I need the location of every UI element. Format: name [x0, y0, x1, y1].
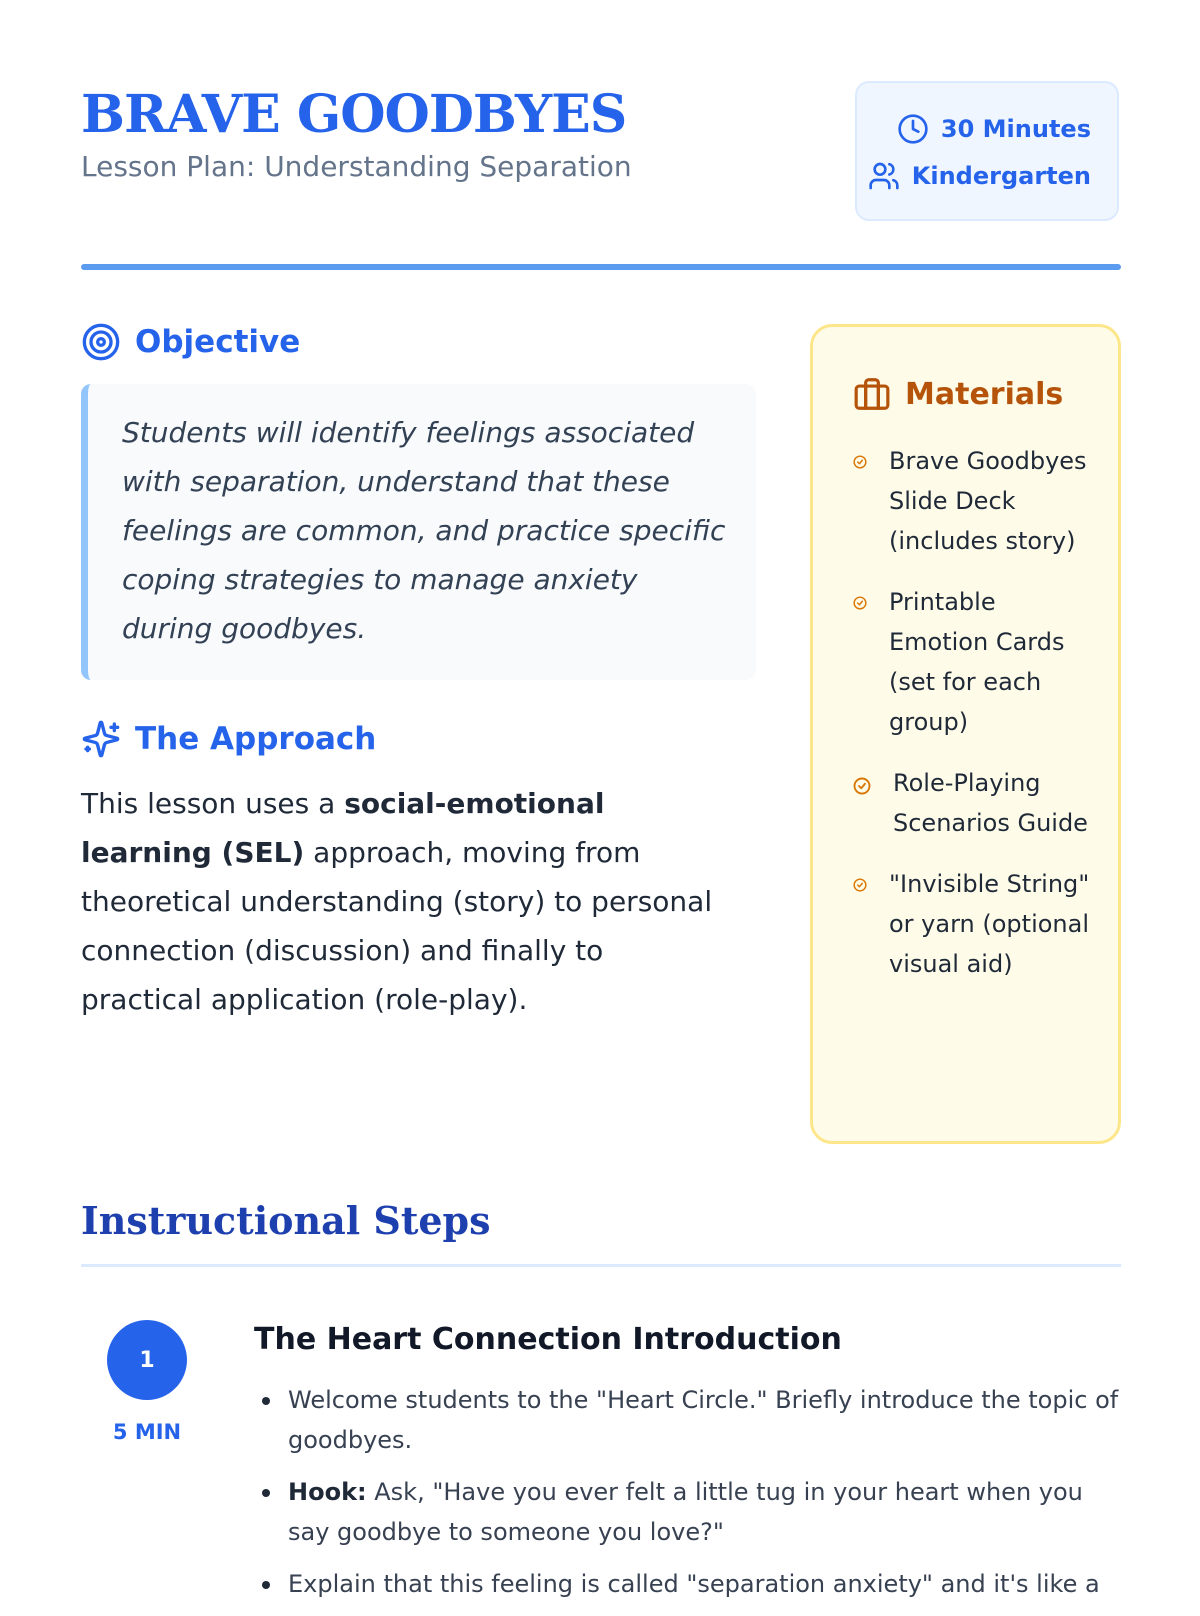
- duration-text: 30 Minutes: [940, 115, 1091, 143]
- materials-heading: [853, 375, 1063, 413]
- material-text: Printable Emotion Cards (set for each group): [889, 588, 1065, 736]
- list-item: [853, 864, 1093, 984]
- material-text: Brave Goodbyes Slide Deck (includes story): [889, 447, 1087, 555]
- list-item: [853, 582, 1093, 742]
- list-item: [853, 441, 1093, 561]
- list-item: [254, 1380, 1121, 1460]
- material-text: Role-Playing Scenarios Guide: [893, 769, 1088, 837]
- list-item: [254, 1472, 1121, 1552]
- step-bullet-text: Explain that this feeling is called "separation anxiety" and it's like a: [288, 1570, 1100, 1598]
- steps-divider: [81, 1264, 1121, 1267]
- step-number-badge: 1: [107, 1320, 187, 1400]
- objective-heading: [81, 322, 300, 362]
- step-bullet-text: Welcome students to the "Heart Circle." Briefly introduce the topic of goodbyes.: [288, 1386, 1119, 1454]
- check-circle-icon: [853, 455, 867, 561]
- duration-badge: [897, 113, 1091, 145]
- lesson-meta-box: [855, 81, 1119, 221]
- page-title: BRAVE GOODBYES: [81, 84, 627, 145]
- check-circle-icon: [853, 878, 867, 984]
- step-bullet-text: Hook: Ask, "Have you ever felt a little tug in your heart when you say goodbye to someone you love?": [288, 1478, 1083, 1546]
- target-icon: [81, 322, 121, 362]
- approach-text-emphasis: social-emotional learning (SEL): [81, 787, 605, 869]
- bullet-dot: [262, 1397, 270, 1405]
- users-icon: [868, 160, 900, 192]
- step-bullets: [254, 1380, 1121, 1616]
- step-duration: 5 MIN: [112, 1420, 182, 1444]
- list-item: [254, 1564, 1121, 1604]
- sparkles-icon: [81, 719, 121, 759]
- page-subtitle: Lesson Plan: Understanding Separation: [81, 150, 632, 183]
- approach-heading: [81, 719, 376, 759]
- briefcase-icon: [853, 375, 891, 413]
- check-circle-icon: [853, 596, 867, 742]
- approach-text-start: This lesson uses a: [81, 787, 345, 820]
- grade-badge: [868, 160, 1091, 192]
- approach-heading-text: The Approach: [135, 721, 377, 757]
- steps-heading: Instructional Steps: [81, 1198, 491, 1243]
- objective-text: Students will identify feelings associated with separation, understand that these feelings are common, and practice specific coping strategies to manage anxiety during goodbyes.: [81, 384, 756, 680]
- check-circle-icon: [853, 777, 871, 843]
- list-item: [853, 763, 1093, 843]
- approach-text: [81, 779, 721, 1024]
- materials-card: [810, 324, 1121, 1144]
- approach-text-end: approach, moving from theoretical understanding (story) to personal connection (discussion) and finally to practical application (role-play).: [81, 836, 713, 1016]
- materials-heading-text: Materials: [905, 376, 1064, 412]
- materials-list: [853, 441, 1093, 1005]
- step-title: The Heart Connection Introduction: [254, 1322, 842, 1357]
- header-divider: [81, 264, 1121, 270]
- material-text: "Invisible String" or yarn (optional visual aid): [889, 870, 1090, 978]
- bullet-dot: [262, 1581, 270, 1589]
- clock-icon: [897, 113, 929, 145]
- grade-text: Kindergarten: [911, 162, 1091, 190]
- objective-heading-text: Objective: [135, 324, 301, 360]
- bullet-dot: [262, 1489, 270, 1497]
